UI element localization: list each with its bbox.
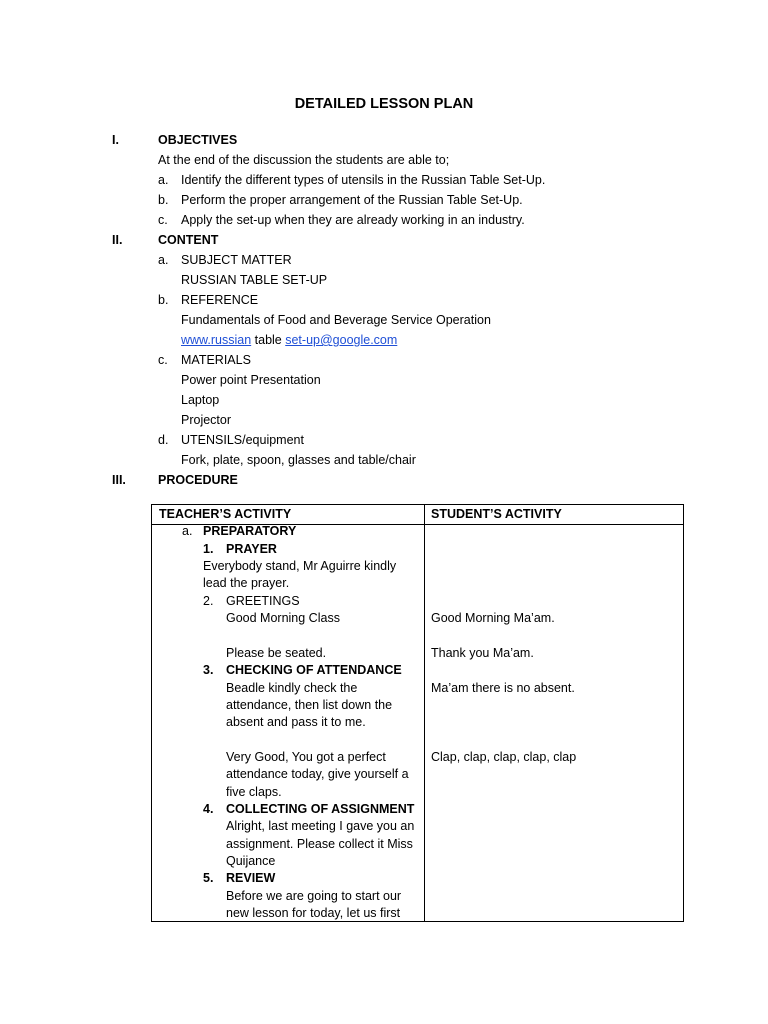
- objectives-intro: At the end of the discussion the students are able to;: [158, 153, 450, 167]
- utensils-label: UTENSILS/equipment: [181, 433, 304, 447]
- materials-item: Laptop: [181, 393, 220, 407]
- table-header-teacher: TEACHER’S ACTIVITY: [159, 507, 292, 521]
- objective-item: Apply the set-up when they are already working in an industry.: [181, 213, 525, 227]
- student-response: Thank you Ma’am.: [431, 646, 534, 660]
- reference-book: Fundamentals of Food and Beverage Service Operation: [181, 313, 491, 327]
- teacher-line: absent and pass it to me.: [226, 715, 366, 729]
- content-letter: d.: [158, 433, 169, 447]
- teacher-line: Before we are going to start our: [226, 889, 402, 903]
- teacher-line: Everybody stand, Mr Aguirre kindly: [203, 559, 397, 573]
- section-numeral-objectives: I.: [112, 133, 119, 147]
- objective-letter: b.: [158, 193, 169, 207]
- section-letter: a.: [182, 524, 193, 538]
- student-response: Clap, clap, clap, clap, clap: [431, 750, 577, 764]
- table-header-student: STUDENT’S ACTIVITY: [431, 507, 562, 521]
- teacher-line: Please be seated.: [226, 646, 327, 660]
- step-number: 3.: [203, 663, 214, 677]
- materials-label: MATERIALS: [181, 353, 251, 367]
- step-label: REVIEW: [226, 871, 276, 885]
- student-response: Ma’am there is no absent.: [431, 681, 575, 695]
- objective-letter: a.: [158, 173, 169, 187]
- teacher-line: attendance today, give yourself a: [226, 767, 409, 781]
- objective-item: Identify the different types of utensils in the Russian Table Set-Up.: [181, 173, 546, 187]
- step-number: 4.: [203, 802, 214, 816]
- reference-links: [181, 330, 397, 350]
- content-letter: a.: [158, 253, 169, 267]
- subject-matter-value: RUSSIAN TABLE SET-UP: [181, 273, 328, 287]
- content-letter: c.: [158, 353, 168, 367]
- content-heading: CONTENT: [158, 233, 219, 247]
- reference-link-email[interactable]: set-up@google.com: [285, 333, 398, 347]
- procedure-heading: PROCEDURE: [158, 473, 238, 487]
- reference-link-url[interactable]: www.russian: [181, 333, 252, 347]
- materials-item: Projector: [181, 413, 232, 427]
- step-number: 1.: [203, 542, 214, 556]
- utensils-value: Fork, plate, spoon, glasses and table/chair: [181, 453, 416, 467]
- reference-label: REFERENCE: [181, 293, 259, 307]
- step-number: 5.: [203, 871, 214, 885]
- content-letter: b.: [158, 293, 169, 307]
- student-response: Good Morning Ma’am.: [431, 611, 555, 625]
- teacher-line: Very Good, You got a perfect: [226, 750, 386, 764]
- teacher-line: attendance, then list down the: [226, 698, 393, 712]
- page-title: DETAILED LESSON PLAN: [294, 96, 474, 112]
- step-label: CHECKING OF ATTENDANCE: [226, 663, 402, 677]
- teacher-line: assignment. Please collect it Miss: [226, 837, 413, 851]
- step-label: GREETINGS: [226, 594, 300, 608]
- teacher-line: Quijance: [226, 854, 276, 868]
- section-label: PREPARATORY: [203, 524, 297, 538]
- objectives-heading: OBJECTIVES: [158, 133, 238, 147]
- teacher-line: Beadle kindly check the: [226, 681, 358, 695]
- materials-item: Power point Presentation: [181, 373, 321, 387]
- reference-link-middle: table: [251, 333, 286, 347]
- table-column-divider: [424, 505, 425, 921]
- subject-matter-label: SUBJECT MATTER: [181, 253, 292, 267]
- step-label: PRAYER: [226, 542, 277, 556]
- teacher-line: lead the prayer.: [203, 576, 290, 590]
- teacher-line: Good Morning Class: [226, 611, 340, 625]
- teacher-line: five claps.: [226, 785, 282, 799]
- procedure-table: [151, 504, 684, 922]
- section-numeral-procedure: III.: [112, 473, 126, 487]
- step-label: COLLECTING OF ASSIGNMENT: [226, 802, 415, 816]
- teacher-line: new lesson for today, let us first: [226, 906, 401, 920]
- step-number: 2.: [203, 594, 214, 608]
- objective-item: Perform the proper arrangement of the Russian Table Set-Up.: [181, 193, 523, 207]
- objective-letter: c.: [158, 213, 168, 227]
- section-numeral-content: II.: [112, 233, 123, 247]
- teacher-line: Alright, last meeting I gave you an: [226, 819, 415, 833]
